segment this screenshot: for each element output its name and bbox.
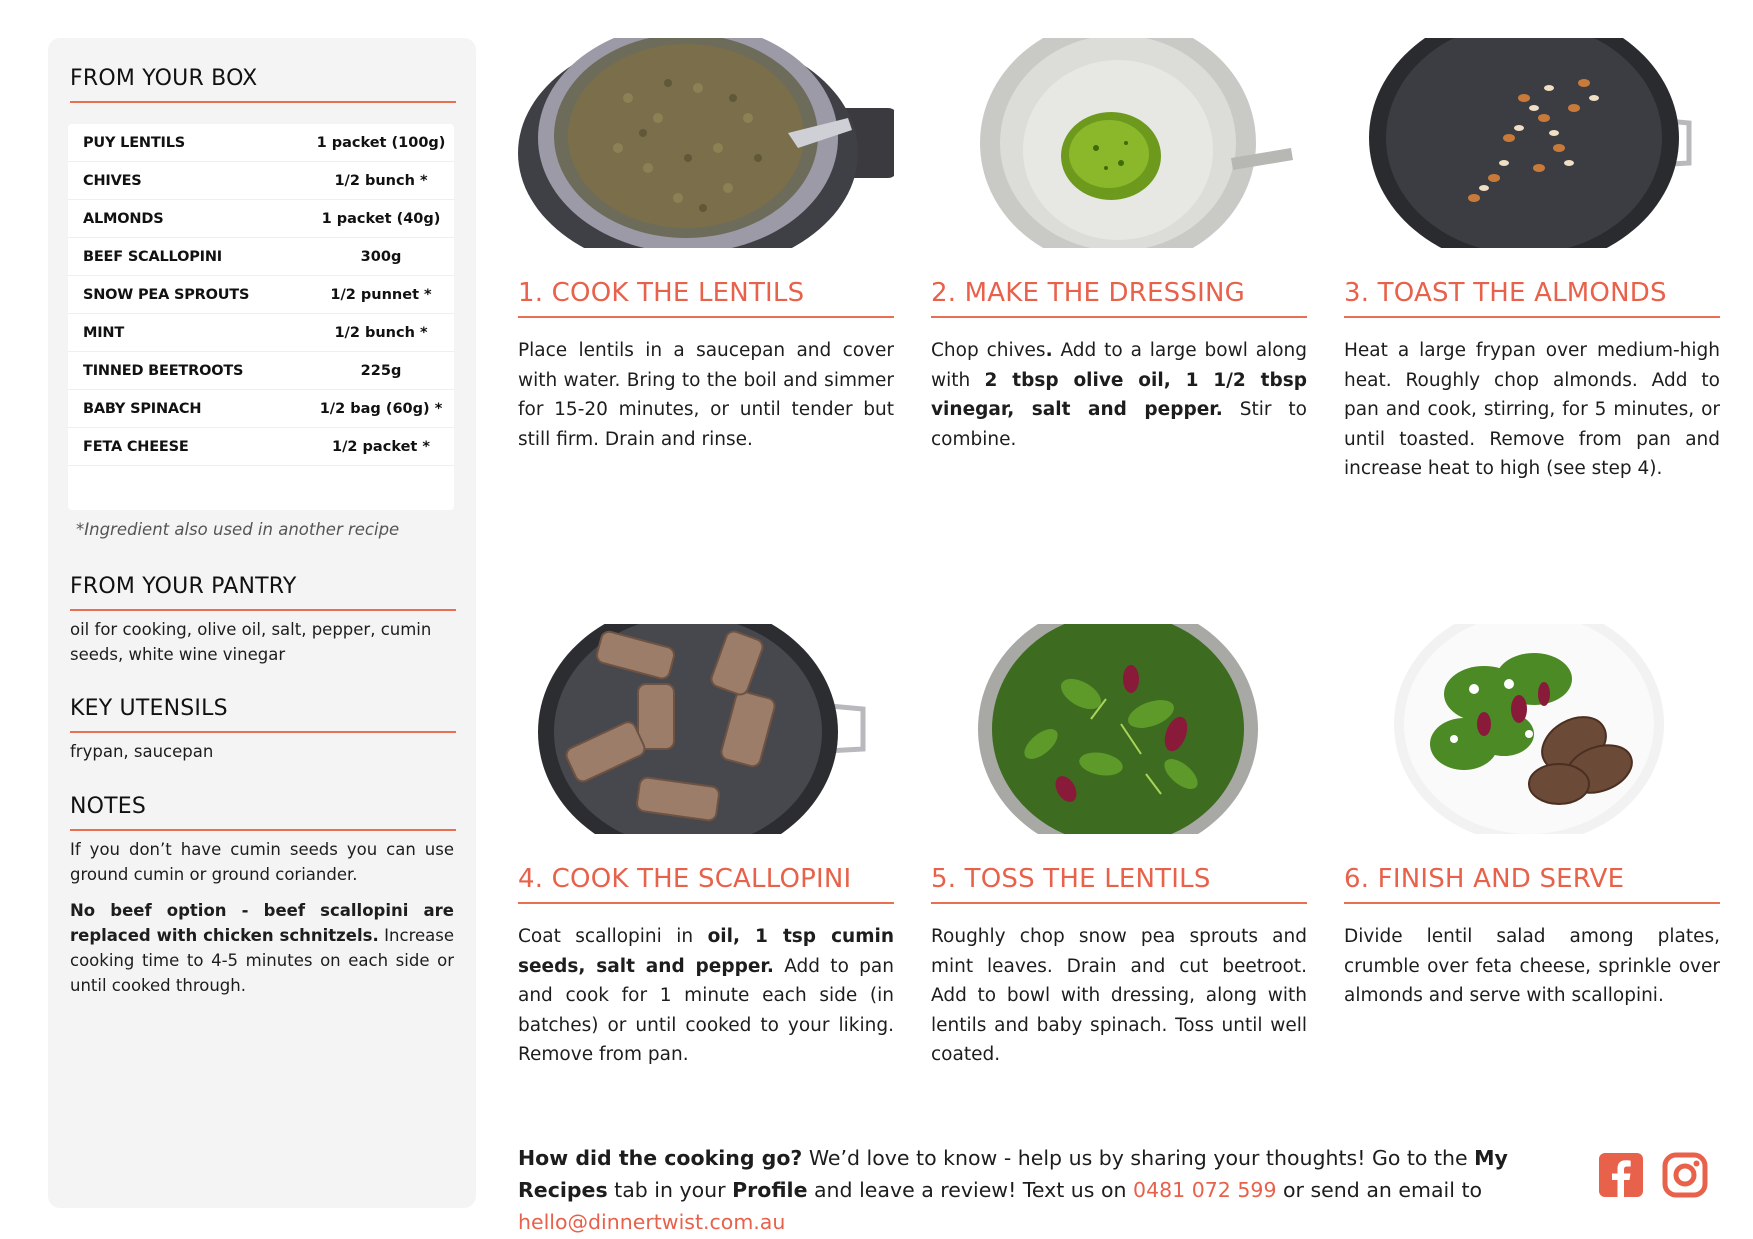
almonds-in-frypan-photo xyxy=(1344,38,1720,248)
ingredient-row xyxy=(68,124,454,162)
key-utensils-heading: KEY UTENSILS xyxy=(70,696,456,733)
step-4-text xyxy=(518,922,894,1070)
step-5-text xyxy=(931,922,1307,1070)
step-text-part: Place lentils in a saucepan and cover with water. Bring to the boil and simmer for 15-20 minutes, or until tender but still firm. Drain and rinse. xyxy=(518,340,894,450)
from-your-pantry-heading: FROM YOUR PANTRY xyxy=(70,574,456,611)
ingredient-row xyxy=(68,238,454,276)
ingredient-name: CHIVES xyxy=(83,172,142,189)
footer-text: or send an email to xyxy=(1276,1178,1483,1202)
step-text-bold: 2 tbsp olive oil, 1 1/2 tbsp vinegar, salt and pepper. xyxy=(931,369,1307,420)
footer-text: We’d love to know - help us by sharing your thoughts! Go to the xyxy=(802,1146,1475,1170)
step-1-text xyxy=(518,336,894,454)
ingredient-name: ALMONDS xyxy=(83,210,164,227)
lentils-in-sieve-photo xyxy=(518,38,894,248)
notes-bold: No beef option - beef scallopini are replaced with chicken schnitzels. xyxy=(70,901,454,945)
step-text-part: Add to pan and cook for 1 minute each side (in batches) or until cooked to your liking. Remove from pan. xyxy=(518,955,894,1065)
ingredient-qty: 1 packet (100g) xyxy=(316,134,446,151)
step-1-title: 1. COOK THE LENTILS xyxy=(518,278,894,318)
step-3-title: 3. TOAST THE ALMONDS xyxy=(1344,278,1720,318)
utensils-text: frypan, saucepan xyxy=(70,742,214,761)
ingredient-row xyxy=(68,200,454,238)
ingredients-sidebar xyxy=(48,38,476,1208)
facebook-icon[interactable] xyxy=(1598,1152,1644,1198)
ingredient-qty: 1/2 bag (60g) * xyxy=(319,400,443,417)
instagram-icon[interactable] xyxy=(1662,1152,1708,1198)
ingredient-name: PUY LENTILS xyxy=(83,134,185,151)
footer-text: and leave a review! Text us on xyxy=(807,1178,1134,1202)
ingredient-qty: 1/2 packet * xyxy=(332,438,430,455)
step-6-text xyxy=(1344,922,1720,1011)
ingredient-qty: 300g xyxy=(360,248,402,265)
step-3-text xyxy=(1344,336,1720,484)
ingredient-qty: 1/2 punnet * xyxy=(330,286,432,303)
email-link[interactable]: hello@dinnertwist.com.au xyxy=(518,1210,786,1234)
notes-text-1: If you don’t have cumin seeds you can use ground cumin or ground coriander. xyxy=(70,840,454,884)
step-text-part: Divide lentil salad among plates, crumble over feta cheese, sprinkle over almonds and serve with scallopini. xyxy=(1344,926,1720,1006)
ingredient-qty: 225g xyxy=(360,362,402,379)
step-text-part: Add to a large bowl along with xyxy=(931,340,1307,391)
notes-rest: Increase cooking time to 4-5 minutes on each side or until cooked through. xyxy=(70,926,454,995)
step-text-part: Roughly chop snow pea sprouts and mint leaves. Drain and cut beetroot. Add to bowl with dressing, along with lentils and baby spinach. Toss until well coated. xyxy=(931,926,1307,1065)
scallopini-in-frypan-photo xyxy=(518,624,894,834)
step-text-part: Stir to combine. xyxy=(931,399,1308,450)
salad-in-bowl-photo xyxy=(931,624,1307,834)
ingredient-qty: 1/2 bunch * xyxy=(334,172,428,189)
my-recipes-link[interactable]: My Recipes xyxy=(518,1146,1508,1202)
step-2-title: 2. MAKE THE DRESSING xyxy=(931,278,1307,318)
ingredient-row xyxy=(68,276,454,314)
phone-link[interactable]: 0481 072 599 xyxy=(1133,1178,1277,1202)
ingredient-row xyxy=(68,314,454,352)
step-6-title: 6. FINISH AND SERVE xyxy=(1344,864,1720,904)
step-text-part: Chop chives xyxy=(931,340,1046,361)
step-2-text xyxy=(931,336,1307,454)
feedback-question: How did the cooking go? xyxy=(518,1146,803,1170)
pantry-text: oil for cooking, olive oil, salt, pepper, cumin seeds, white wine vinegar xyxy=(70,620,432,664)
feedback-footer xyxy=(518,1142,1578,1238)
ingredient-qty: 1 packet (40g) xyxy=(321,210,441,227)
ingredient-footnote: *Ingredient also used in another recipe xyxy=(76,520,400,539)
ingredient-name: BEEF SCALLOPINI xyxy=(83,248,222,265)
ingredient-row xyxy=(68,162,454,200)
ingredient-name: TINNED BEETROOTS xyxy=(83,362,244,379)
notes-heading: NOTES xyxy=(70,794,456,831)
ingredient-name: FETA CHEESE xyxy=(83,438,189,455)
step-text-bold: oil, 1 tsp cumin seeds, salt and pepper. xyxy=(518,926,894,977)
step-text-part: Coat scallopini in xyxy=(518,926,708,947)
plated-dish-photo xyxy=(1344,624,1720,834)
ingredient-name: BABY SPINACH xyxy=(83,400,202,417)
ingredient-row xyxy=(68,352,454,390)
footer-text: tab in your xyxy=(607,1178,733,1202)
dressing-in-bowl-photo xyxy=(931,38,1307,248)
step-text-bold: . xyxy=(1045,340,1053,361)
ingredients-table xyxy=(68,124,454,510)
step-text-part: Heat a large frypan over medium-high heat. Roughly chop almonds. Add to pan and cook, stirring, for 5 minutes, or until toasted. Remove from pan and increase heat to high (see step 4). xyxy=(1344,340,1720,479)
profile-link[interactable]: Profile xyxy=(732,1178,808,1202)
ingredient-row xyxy=(68,390,454,428)
from-your-box-heading: FROM YOUR BOX xyxy=(70,66,456,103)
ingredient-name: SNOW PEA SPROUTS xyxy=(83,286,250,303)
step-5-title: 5. TOSS THE LENTILS xyxy=(931,864,1307,904)
ingredient-name: MINT xyxy=(83,324,125,341)
notes-text-2 xyxy=(70,898,454,998)
ingredient-qty: 1/2 bunch * xyxy=(334,324,428,341)
ingredient-row xyxy=(68,428,454,466)
step-4-title: 4. COOK THE SCALLOPINI xyxy=(518,864,894,904)
